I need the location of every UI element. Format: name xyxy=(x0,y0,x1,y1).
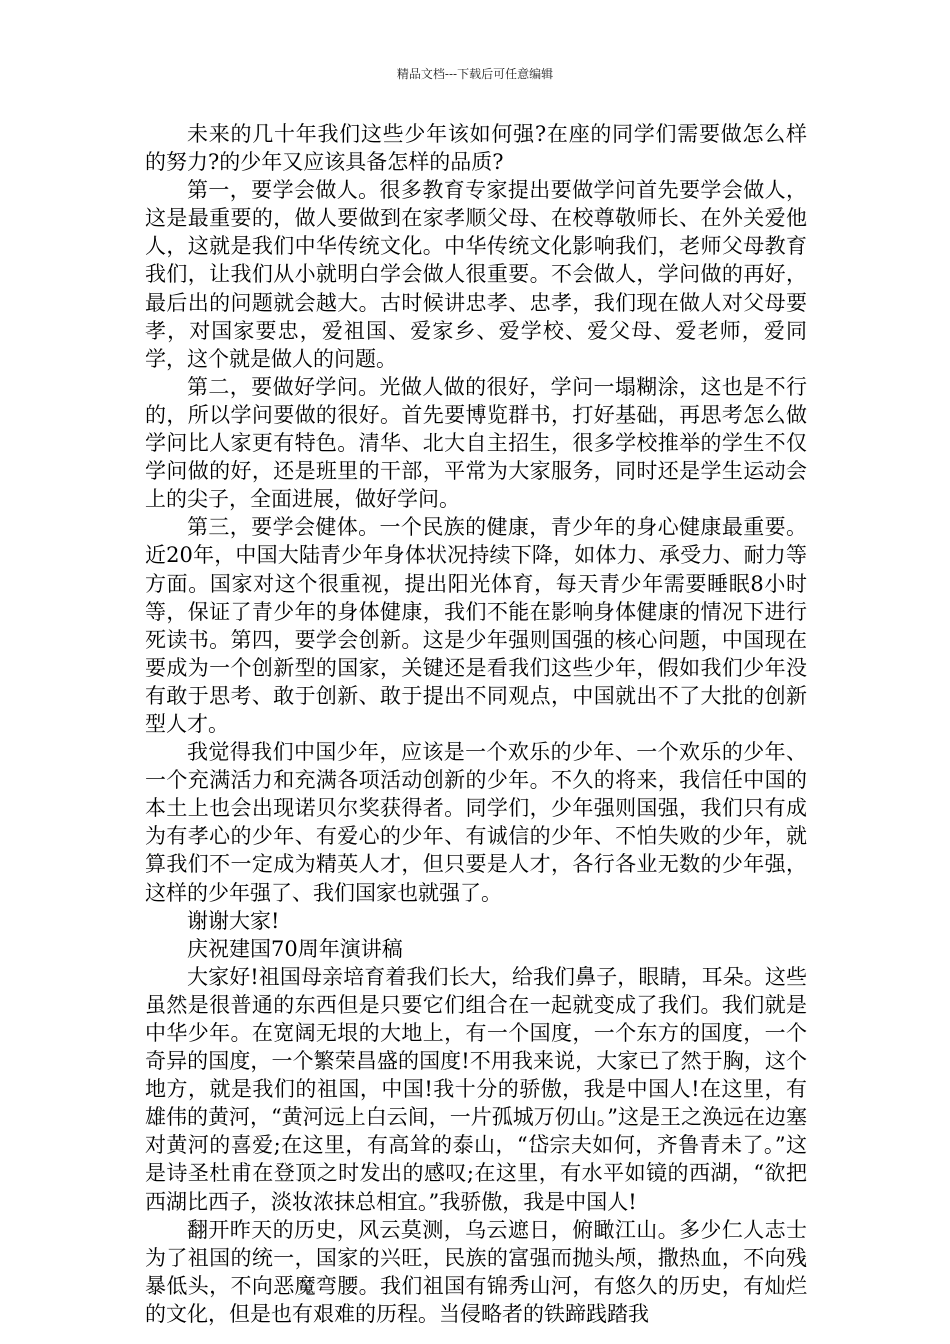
paragraph-history: 翻开昨天的历史，风云莫测，乌云遮日，俯瞰江山。多少仁人志士为了祖国的统一，国家的兴旺，民族的富强而抛头颅，撒热血，不向残暴低头，不向恶魔弯腰。我们祖国有锦秀山河，有悠久的历史，有灿烂的文化，但是也有艰难的历程。当侵略者的铁蹄践踏我 xyxy=(145,1217,807,1326)
paragraph-greeting: 大家好!祖国母亲培育着我们长大，给我们鼻子，眼睛，耳朵。这些虽然是很普通的东西但是只要它们组合在一起就变成了我们。我们就是中华少年。在宽阔无垠的大地上，有一个国度，一个东方的国度，一个奇异的国度，一个繁荣昌盛的国度!不用我来说，大家已了然于胸，这个地方，就是我们的祖国，中国!我十分的骄傲，我是中国人!在这里，有雄伟的黄河，“黄河远上白云间，一片孤城万仞山。”这是王之涣远在边塞对黄河的喜爱;在这里，有高耸的泰山，“岱宗夫如何，齐鲁青未了。”这是诗圣杜甫在登顶之时发出的感叹;在这里，有水平如镜的西湖，“欲把西湖比西子，淡妆浓抹总相宜。”我骄傲，我是中国人! xyxy=(145,964,807,1214)
page-header: 精品文档---下载后可任意编辑 xyxy=(396,67,554,81)
paragraph-point-one: 第一，要学会做人。很多教育专家提出要做学问首先要学会做人，这是最重要的，做人要做到在家孝顺父母、在校尊敬师长、在外关爱他人，这就是我们中华传统文化。中华传统文化影响我们，老师父母教育我们，让我们从小就明白学会做人很重要。不会做人，学问做的再好，最后出的问题就会越大。古时候讲忠孝、忠孝，我们现在做人对父母要孝，对国家要忠，爱祖国、爱家乡、爱学校、爱父母、爱老师，爱同学，这个就是做人的问题。 xyxy=(145,178,807,371)
speech-title: 庆祝建国70周年演讲稿 xyxy=(187,936,403,961)
paragraph-thanks: 谢谢大家! xyxy=(187,908,280,933)
paragraph-conclusion: 我觉得我们中国少年，应该是一个欢乐的少年、一个欢乐的少年、一个充满活力和充满各项活动创新的少年。不久的将来，我信任中国的本土上也会出现诺贝尔奖获得者。同学们，少年强则国强，我们只有成为有孝心的少年、有爱心的少年、有诚信的少年、不怕失败的少年，就算我们不一定成为精英人才，但只要是人才，各行各业无数的少年强，这样的少年强了、我们国家也就强了。 xyxy=(145,740,807,905)
paragraph-point-two: 第二，要做好学问。光做人做的很好，学问一塌糊涂，这也是不行的，所以学问要做的很好。首先要博览群书，打好基础，再思考怎么做学问比人家更有特色。清华、北大自主招生，很多学校推举的学生不仅学问做的好，还是班里的干部，平常为大家服务，同时还是学生运动会上的尖子，全面进展，做好学问。 xyxy=(145,374,807,512)
paragraph-point-three-four: 第三，要学会健体。一个民族的健康，青少年的身心健康最重要。近20年，中国大陆青少年身体状况持续下降，如体力、承受力、耐力等方面。国家对这个很重视，提出阳光体育，每天青少年需要睡眠8小时等，保证了青少年的身体健康，我们不能在影响身体健康的情况下进行死读书。第四，要学会创新。这是少年强则国强的核心问题，中国现在要成为一个创新型的国家，关键还是看我们这些少年，假如我们少年没有敢于思考、敢于创新、敢于提出不同观点，中国就出不了大批的创新型人才。 xyxy=(145,515,807,736)
paragraph-intro-question: 未来的几十年我们这些少年该如何强?在座的同学们需要做怎么样的努力?的少年又应该具备怎样的品质? xyxy=(145,122,807,175)
document-body xyxy=(145,120,807,1328)
